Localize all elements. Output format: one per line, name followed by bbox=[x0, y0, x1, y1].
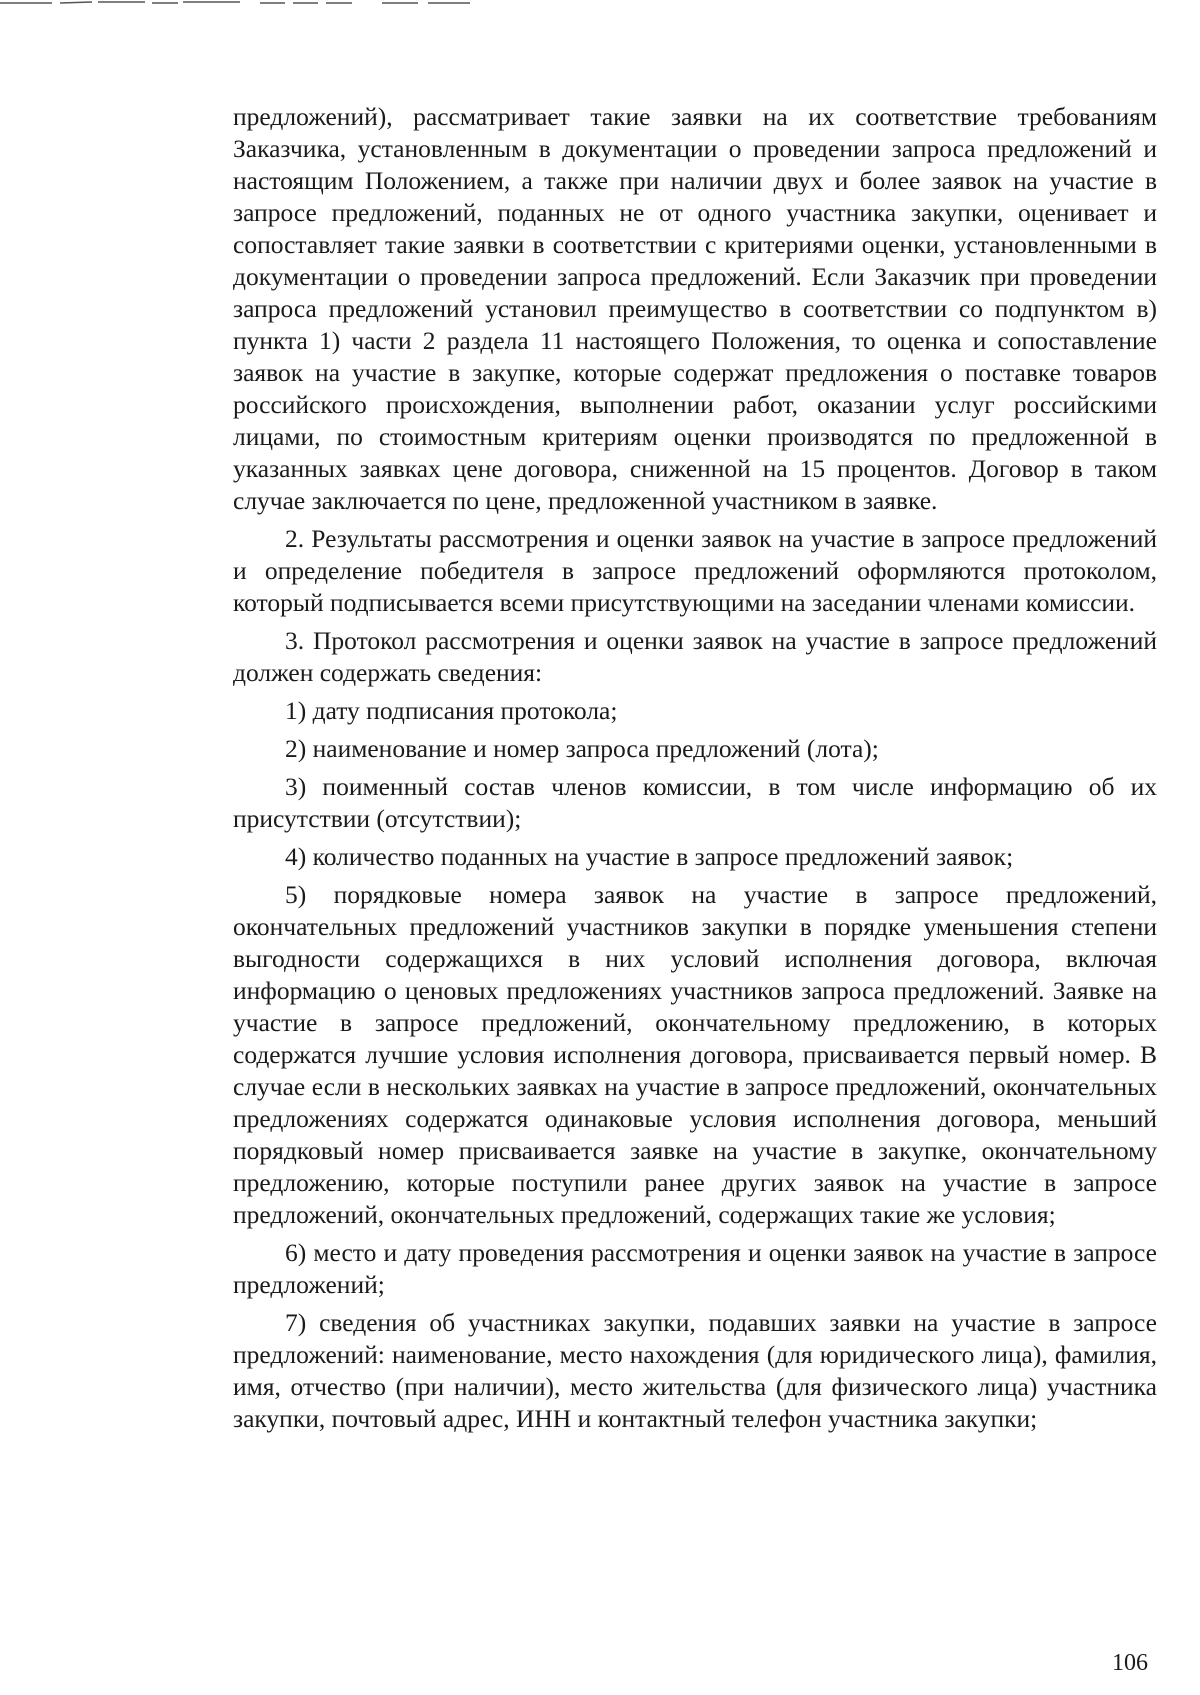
list-item-7: 7) сведения об участниках закупки, подавших заявки на участие в запросе предложений: наименование, место нахождения (для юридического лица), фамилия, имя, отчество (при наличии), место жительства (для физического лица) участника закупки, почтовый адрес, ИНН и контактный телефон участника закупки; bbox=[233, 1308, 1157, 1433]
list-item-4: 4) количество поданных на участие в запросе предложений заявок; bbox=[285, 842, 1014, 871]
list-item-3: 3) поименный состав членов комиссии, в том числе информацию об их присутствии (отсутствии); bbox=[233, 772, 1157, 833]
paragraph-item-2: 2. Результаты рассмотрения и оценки заявок на участие в запросе предложений и определение победителя в запросе предложений оформляются протоколом, который подписывается всеми присутствующими на заседании членами комиссии. bbox=[233, 524, 1157, 617]
page-number: 106 bbox=[1112, 1650, 1148, 1676]
scan-edge-marks bbox=[0, 0, 480, 6]
paragraph-continuation: предложений), рассматривает такие заявки на их соответствие требованиям Заказчика, установленным в документации о проведении запроса предложений и настоящим Положением, а также при наличии двух и более заявок на участие в запросе предложений, поданных не от одного участника закупки, оценивает и сопоставляет такие заявки в соответствии с критериями оценки, установленными в документации о проведении запроса предложений. Если Заказчик при проведении запроса предложений установил преимущество в соответствии со подпунктом в) пункта 1) части 2 раздела 11 настоящего Положения, то оценка и сопоставление заявок на участие в закупке, которые содержат предложения о поставке товаров российского происхождения, выполнении работ, оказании услуг российскими лицами, по стоимостным критериям оценки производятся по предложенной в указанных заявках цене договора, сниженной на 15 процентов. Договор в таком случае заключается по цене, предложенной участником в заявке. bbox=[233, 102, 1157, 515]
list-item-5: 5) порядковые номера заявок на участие в запросе предложений, окончательных предложений участников закупки в порядке уменьшения степени выгодности содержащихся в них условий исполнения договора, включая информацию о ценовых предложениях участников запроса предложений. Заявке на участие в запросе предложений, окончательному предложению, в которых содержатся лучшие условия исполнения договора, присваивается первый номер. В случае если в нескольких заявках на участие в запросе предложений, окончательных предложениях содержатся одинаковые условия исполнения договора, меньший порядковый номер присваивается заявке на участие в закупке, окончательному предложению, которые поступили ранее других заявок на участие в запросе предложений, окончательных предложений, содержащих такие же условия; bbox=[233, 880, 1157, 1229]
paragraph-item-3: 3. Протокол рассмотрения и оценки заявок на участие в запросе предложений должен содержать сведения: bbox=[233, 626, 1157, 687]
list-item-6: 6) место и дату проведения рассмотрения и оценки заявок на участие в запросе предложений; bbox=[233, 1238, 1157, 1299]
list-item-2: 2) наименование и номер запроса предложений (лота); bbox=[285, 734, 879, 763]
list-item-1: 1) дату подписания протокола; bbox=[285, 696, 618, 725]
document-page bbox=[233, 101, 1157, 1441]
